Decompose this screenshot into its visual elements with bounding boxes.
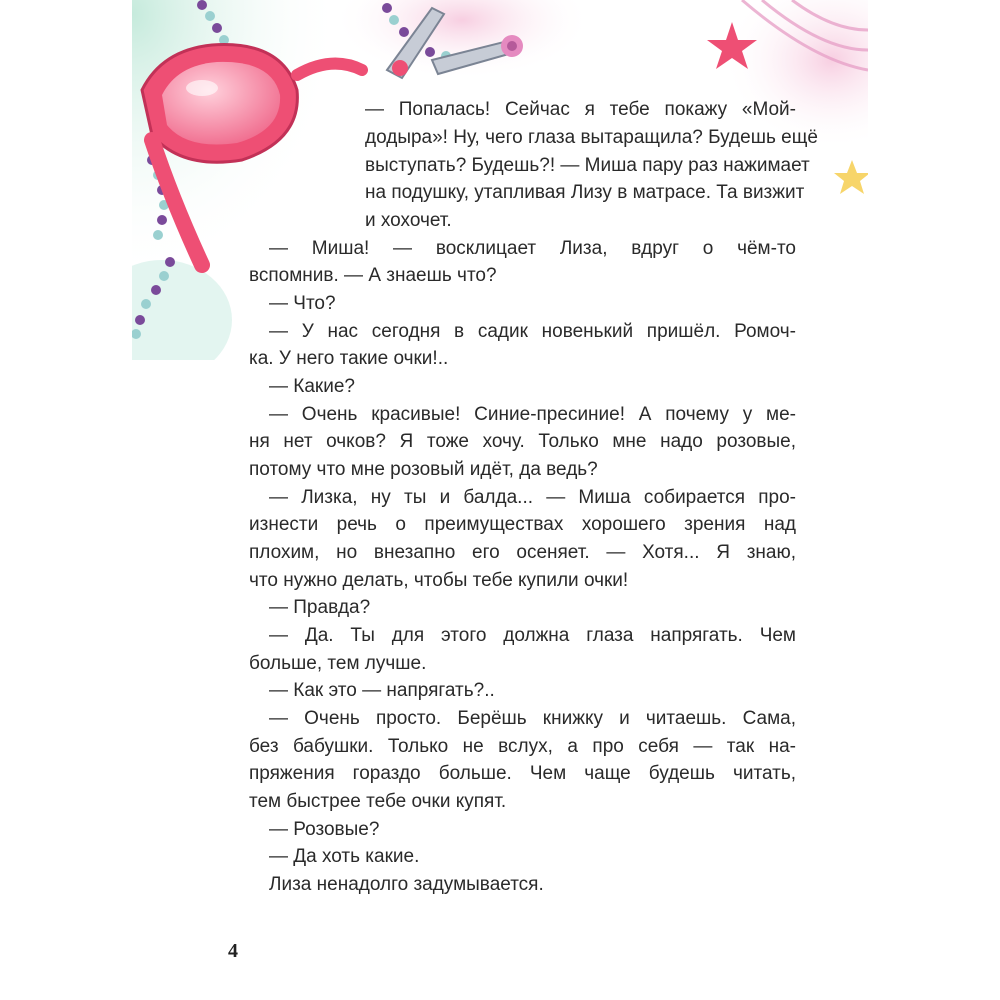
text-line: — Очень просто. Берёшь книжку и читаешь. Сама, bbox=[269, 708, 796, 729]
text-line: изнести речь о преимуществах хорошего зрения над bbox=[249, 514, 796, 535]
text-line: выступать? Будешь?! — Миша пару раз нажимает bbox=[365, 155, 810, 176]
text-line: пряжения гораздо больше. Чем чаще будешь читать, bbox=[249, 763, 796, 784]
text-line: потому что мне розовый идёт, да ведь? bbox=[249, 459, 598, 480]
text-line: Лиза ненадолго задумывается. bbox=[269, 874, 544, 895]
text-line: больше, тем лучше. bbox=[249, 653, 427, 674]
text-line: без бабушки. Только не вслух, а про себя — так на- bbox=[249, 736, 796, 757]
page-number: 4 bbox=[228, 940, 238, 962]
text-line: на подушку, утапливая Лизу в матрасе. Та визжит bbox=[365, 182, 805, 203]
text-line: вспомнив. — А знаешь что? bbox=[249, 265, 497, 286]
text-line: — Какие? bbox=[269, 376, 355, 397]
text-line: — Розовые? bbox=[269, 819, 380, 840]
text-line: — У нас сегодня в садик новенький пришёл. Ромоч- bbox=[269, 321, 796, 342]
text-line: тем быстрее тебе очки купят. bbox=[249, 791, 507, 812]
text-line: плохим, но внезапно его осеняет. — Хотя... Я знаю, bbox=[249, 542, 796, 563]
text-line: — Да хоть какие. bbox=[269, 846, 420, 867]
book-page bbox=[132, 0, 868, 1000]
text-line: — Как это — напрягать?.. bbox=[269, 680, 495, 701]
text-line: — Правда? bbox=[269, 597, 371, 618]
text-line: додыра»! Ну, чего глаза вытаращила? Будешь ещё bbox=[365, 127, 818, 148]
text-line: — Да. Ты для этого должна глаза напрягать. Чем bbox=[269, 625, 796, 646]
text-line: — Очень красивые! Синие-пресиние! А почему у ме- bbox=[269, 404, 796, 425]
text-line: — Попалась! Сейчас я тебе покажу «Мой- bbox=[365, 99, 796, 120]
text-line: и хохочет. bbox=[365, 210, 452, 231]
text-line: что нужно делать, чтобы тебе купили очки! bbox=[249, 570, 629, 591]
text-line: — Миша! — восклицает Лиза, вдруг о чём-то bbox=[269, 238, 796, 259]
text-line: ка. У него такие очки!.. bbox=[249, 348, 449, 369]
text-line: ня нет очков? Я тоже хочу. Только мне надо розовые, bbox=[249, 431, 796, 452]
text-line: — Что? bbox=[269, 293, 336, 314]
text-line: — Лизка, ну ты и балда... — Миша собирается про- bbox=[269, 487, 796, 508]
